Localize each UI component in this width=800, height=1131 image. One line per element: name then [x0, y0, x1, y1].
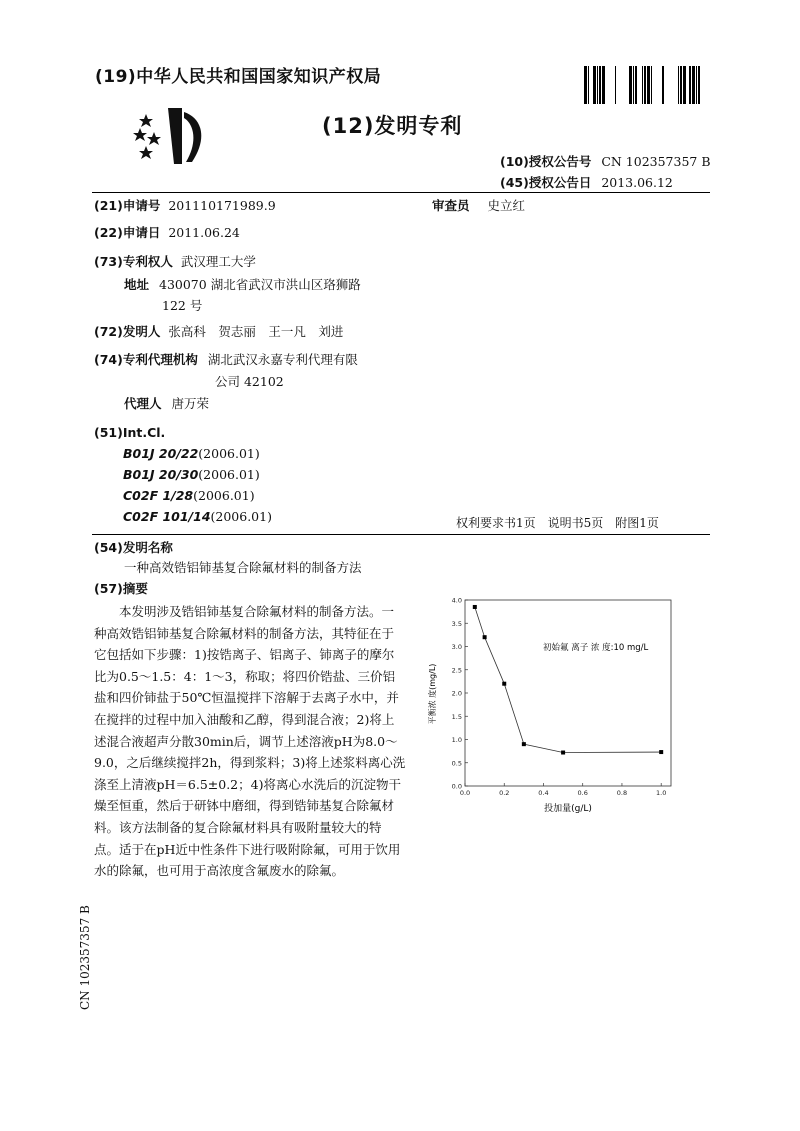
y-tick-label: 2.0 [451, 689, 462, 698]
agency-line-2: 公司 42102 [215, 374, 284, 389]
ipc-entry [123, 488, 255, 503]
x-tick-label: 0.6 [577, 789, 588, 797]
grant-date-row [500, 173, 673, 191]
ipc-code: B01J 20/22 [123, 446, 199, 461]
examiner-label: 审查员 [432, 198, 470, 213]
data-point [659, 750, 663, 754]
data-point [502, 682, 506, 686]
ipc-entry [123, 509, 272, 524]
agency-row [94, 351, 358, 369]
abstract-label-row [94, 580, 148, 598]
grant-number-label: (10)授权公告号 [500, 154, 592, 169]
y-tick-label: 1.5 [451, 712, 462, 721]
application-number-label: (21)申请号 [94, 198, 161, 213]
chart-annotation: 初始氟 离子 浓 度:10 mg/L [543, 643, 649, 653]
series-line [475, 607, 661, 753]
ipc-entry [123, 446, 260, 461]
sipo-emblem-icon [132, 104, 212, 168]
data-point [561, 751, 565, 755]
address-line-2: 122 号 [162, 298, 203, 313]
ipc-entry [123, 467, 260, 482]
ipc-code: C02F 1/28 [123, 488, 194, 503]
inventors-label: (72)发明人 [94, 324, 161, 339]
document-type: (12)发明专利 [322, 114, 463, 138]
grant-date: 2013.06.12 [601, 175, 673, 190]
side-publication-number: CN 102357357 B [78, 905, 92, 1010]
x-tick-label: 0.8 [616, 789, 628, 797]
barcode-icon [584, 66, 706, 104]
y-tick-label: 3.5 [451, 619, 462, 628]
chart-axes [465, 600, 671, 786]
abstract-text: 本发明涉及锆铝铈基复合除氟材料的制备方法。一种高效锆铝铈基复合除氟材料的制备方法，其特征在于它包括如下步骤：1)按锆离子、铝离子、铈离子的摩尔比为0.5～1.5：4：1～3，称取；将四价锆盐、三价铝盐和四价铈盐于50℃恒温搅拌下溶解于去离子水中，并在搅拌的过程中加入油酸和乙醇，得到混合液；2)将上述混合液超声分散30min后，调节上述溶液pH为8.0～9.0，之后继续搅拌2h，得到浆料；3)将上述浆料离心洗涤至上清液pH＝6.5±0.2；4)将离心水洗后的沉淀物干燥至恒重，然后于研钵中磨细，得到锆铈基复合除氟材料。该方法制备的复合除氟材料具有吸附量较大的特点。适于在pH近中性条件下进行吸附除氟，可用于饮用水的除氟，也可用于高浓度含氟废水的除氟。 [94, 604, 406, 879]
grant-number: CN 102357357 B [601, 154, 711, 169]
address-row [124, 276, 361, 294]
x-tick-label: 0.2 [499, 789, 510, 797]
inventors-row [94, 323, 343, 341]
address-label: 地址 [124, 277, 150, 292]
patentee-row [94, 253, 256, 271]
y-tick-label: 4.0 [451, 596, 462, 605]
application-number-row [94, 197, 276, 215]
middle-divider [92, 534, 710, 535]
pages-info: 权利要求书1页 说明书5页 附图1页 [456, 516, 659, 530]
data-point [483, 635, 487, 639]
ipc-version: (2006.01) [193, 488, 255, 503]
y-tick-label: 3.0 [451, 643, 462, 651]
patentee-label: (73)专利权人 [94, 254, 173, 269]
inventors: 张高科 贺志丽 王一凡 刘进 [168, 324, 344, 339]
grant-number-row [500, 152, 711, 170]
chart-series [473, 605, 663, 755]
y-tick-label: 1.0 [451, 736, 462, 744]
office-name: (19)中华人民共和国国家知识产权局 [95, 67, 382, 87]
agent-label: 代理人 [124, 396, 162, 411]
y-tick-label: 0.0 [451, 782, 462, 791]
grant-date-label: (45)授权公告日 [500, 175, 592, 190]
invention-title: 一种高效锆铝铈基复合除氟材料的制备方法 [124, 560, 362, 575]
top-divider [92, 192, 710, 193]
ipc-code: B01J 20/30 [123, 467, 199, 482]
abstract-body [94, 601, 406, 882]
x-tick-label: 0.0 [459, 789, 471, 797]
patentee: 武汉理工大学 [180, 254, 256, 269]
ipc-code: C02F 101/14 [123, 509, 211, 524]
y-axis-label: 平衡浓 度(mg/L) [428, 663, 437, 725]
examiner: 史立红 [487, 198, 526, 213]
title-label: (54)发明名称 [94, 540, 173, 555]
ipc-label: (51)Int.Cl. [94, 425, 166, 440]
agent-row [124, 395, 209, 413]
application-date-row [94, 224, 240, 242]
application-date-label: (22)申请日 [94, 225, 161, 240]
agent: 唐万荣 [171, 396, 210, 411]
address-line-1: 430070 湖北省武汉市洪山区珞狮路 [159, 277, 361, 292]
invention-title-label [94, 539, 173, 557]
y-tick-label: 0.5 [451, 759, 462, 768]
agency-label: (74)专利代理机构 [94, 352, 198, 367]
x-tick-label: 1.0 [656, 789, 667, 797]
examiner-row [432, 197, 525, 215]
y-tick-label: 2.5 [451, 666, 462, 675]
application-number: 201110171989.9 [168, 198, 276, 213]
x-tick-label: 0.4 [538, 789, 549, 797]
fluoride-adsorption-chart [425, 590, 685, 820]
data-point [522, 742, 526, 746]
chart-ticks [452, 597, 667, 798]
ipc-version: (2006.01) [198, 446, 260, 461]
plot-frame [465, 600, 671, 786]
data-point [473, 605, 477, 609]
ipc-label-row [94, 424, 165, 442]
abstract-label: (57)摘要 [94, 581, 148, 596]
ipc-version: (2006.01) [198, 467, 260, 482]
x-axis-label: 投加量(g/L) [544, 804, 592, 814]
application-date: 2011.06.24 [168, 225, 240, 240]
ipc-version: (2006.01) [210, 509, 272, 524]
agency-line-1: 湖北武汉永嘉专利代理有限 [207, 352, 358, 367]
